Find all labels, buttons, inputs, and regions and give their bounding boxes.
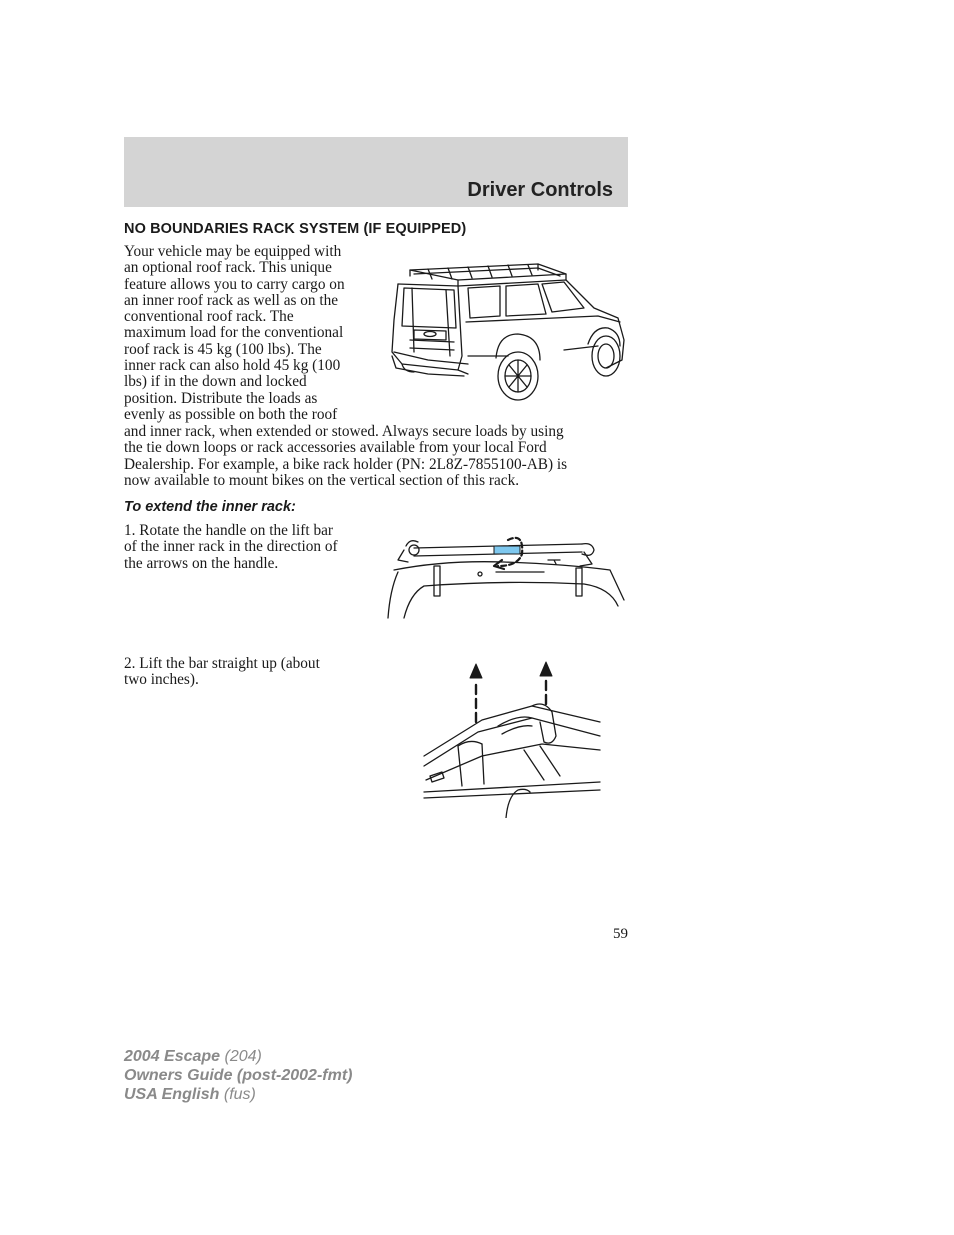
footer-line-3: USA English (fus) (124, 1086, 256, 1103)
rotate-handle-illustration (384, 530, 628, 622)
document-footer (124, 1047, 352, 1104)
lift-bar-illustration (422, 660, 602, 818)
section-heading: NO BOUNDARIES RACK SYSTEM (IF EQUIPPED) (124, 221, 467, 237)
page-number: 59 (613, 926, 628, 942)
vehicle-roof-rack-illustration (388, 260, 628, 406)
footer-line-1: 2004 Escape (204) (124, 1048, 262, 1065)
highlighted-handle (494, 546, 520, 554)
page-header-title: Driver Controls (467, 179, 613, 201)
intro-paragraph: Your vehicle may be equipped with an optional roof rack. This unique feature allows you to carry cargo on an inner roof rack as well as on the conventional roof rack. The maximum load for the conventional roof rack is 45 kg (100 lbs). The inner rack can also hold 45 kg (100 lbs) if in the down and locked position. Distribute the loads as evenly as possible on both the roof (124, 243, 345, 423)
extend-subheading: To extend the inner rack: (124, 499, 296, 515)
step-1-text: 1. Rotate the handle on the lift bar of the inner rack in the direction of the arrows on the handle. (124, 522, 338, 572)
step-2-text: 2. Lift the bar straight up (about two inches). (124, 655, 320, 689)
intro-paragraph-continued: and inner rack, when extended or stowed. Always secure loads by using the tie down loops or rack accessories available from your local Ford Dealership. For example, a bike rack holder (PN: 2L8Z-7855100-AB) is now available to mount bikes on the vertical section of this rack. (124, 423, 568, 489)
footer-line-2: Owners Guide (post-2002-fmt) (124, 1067, 353, 1084)
header-band (124, 137, 628, 207)
